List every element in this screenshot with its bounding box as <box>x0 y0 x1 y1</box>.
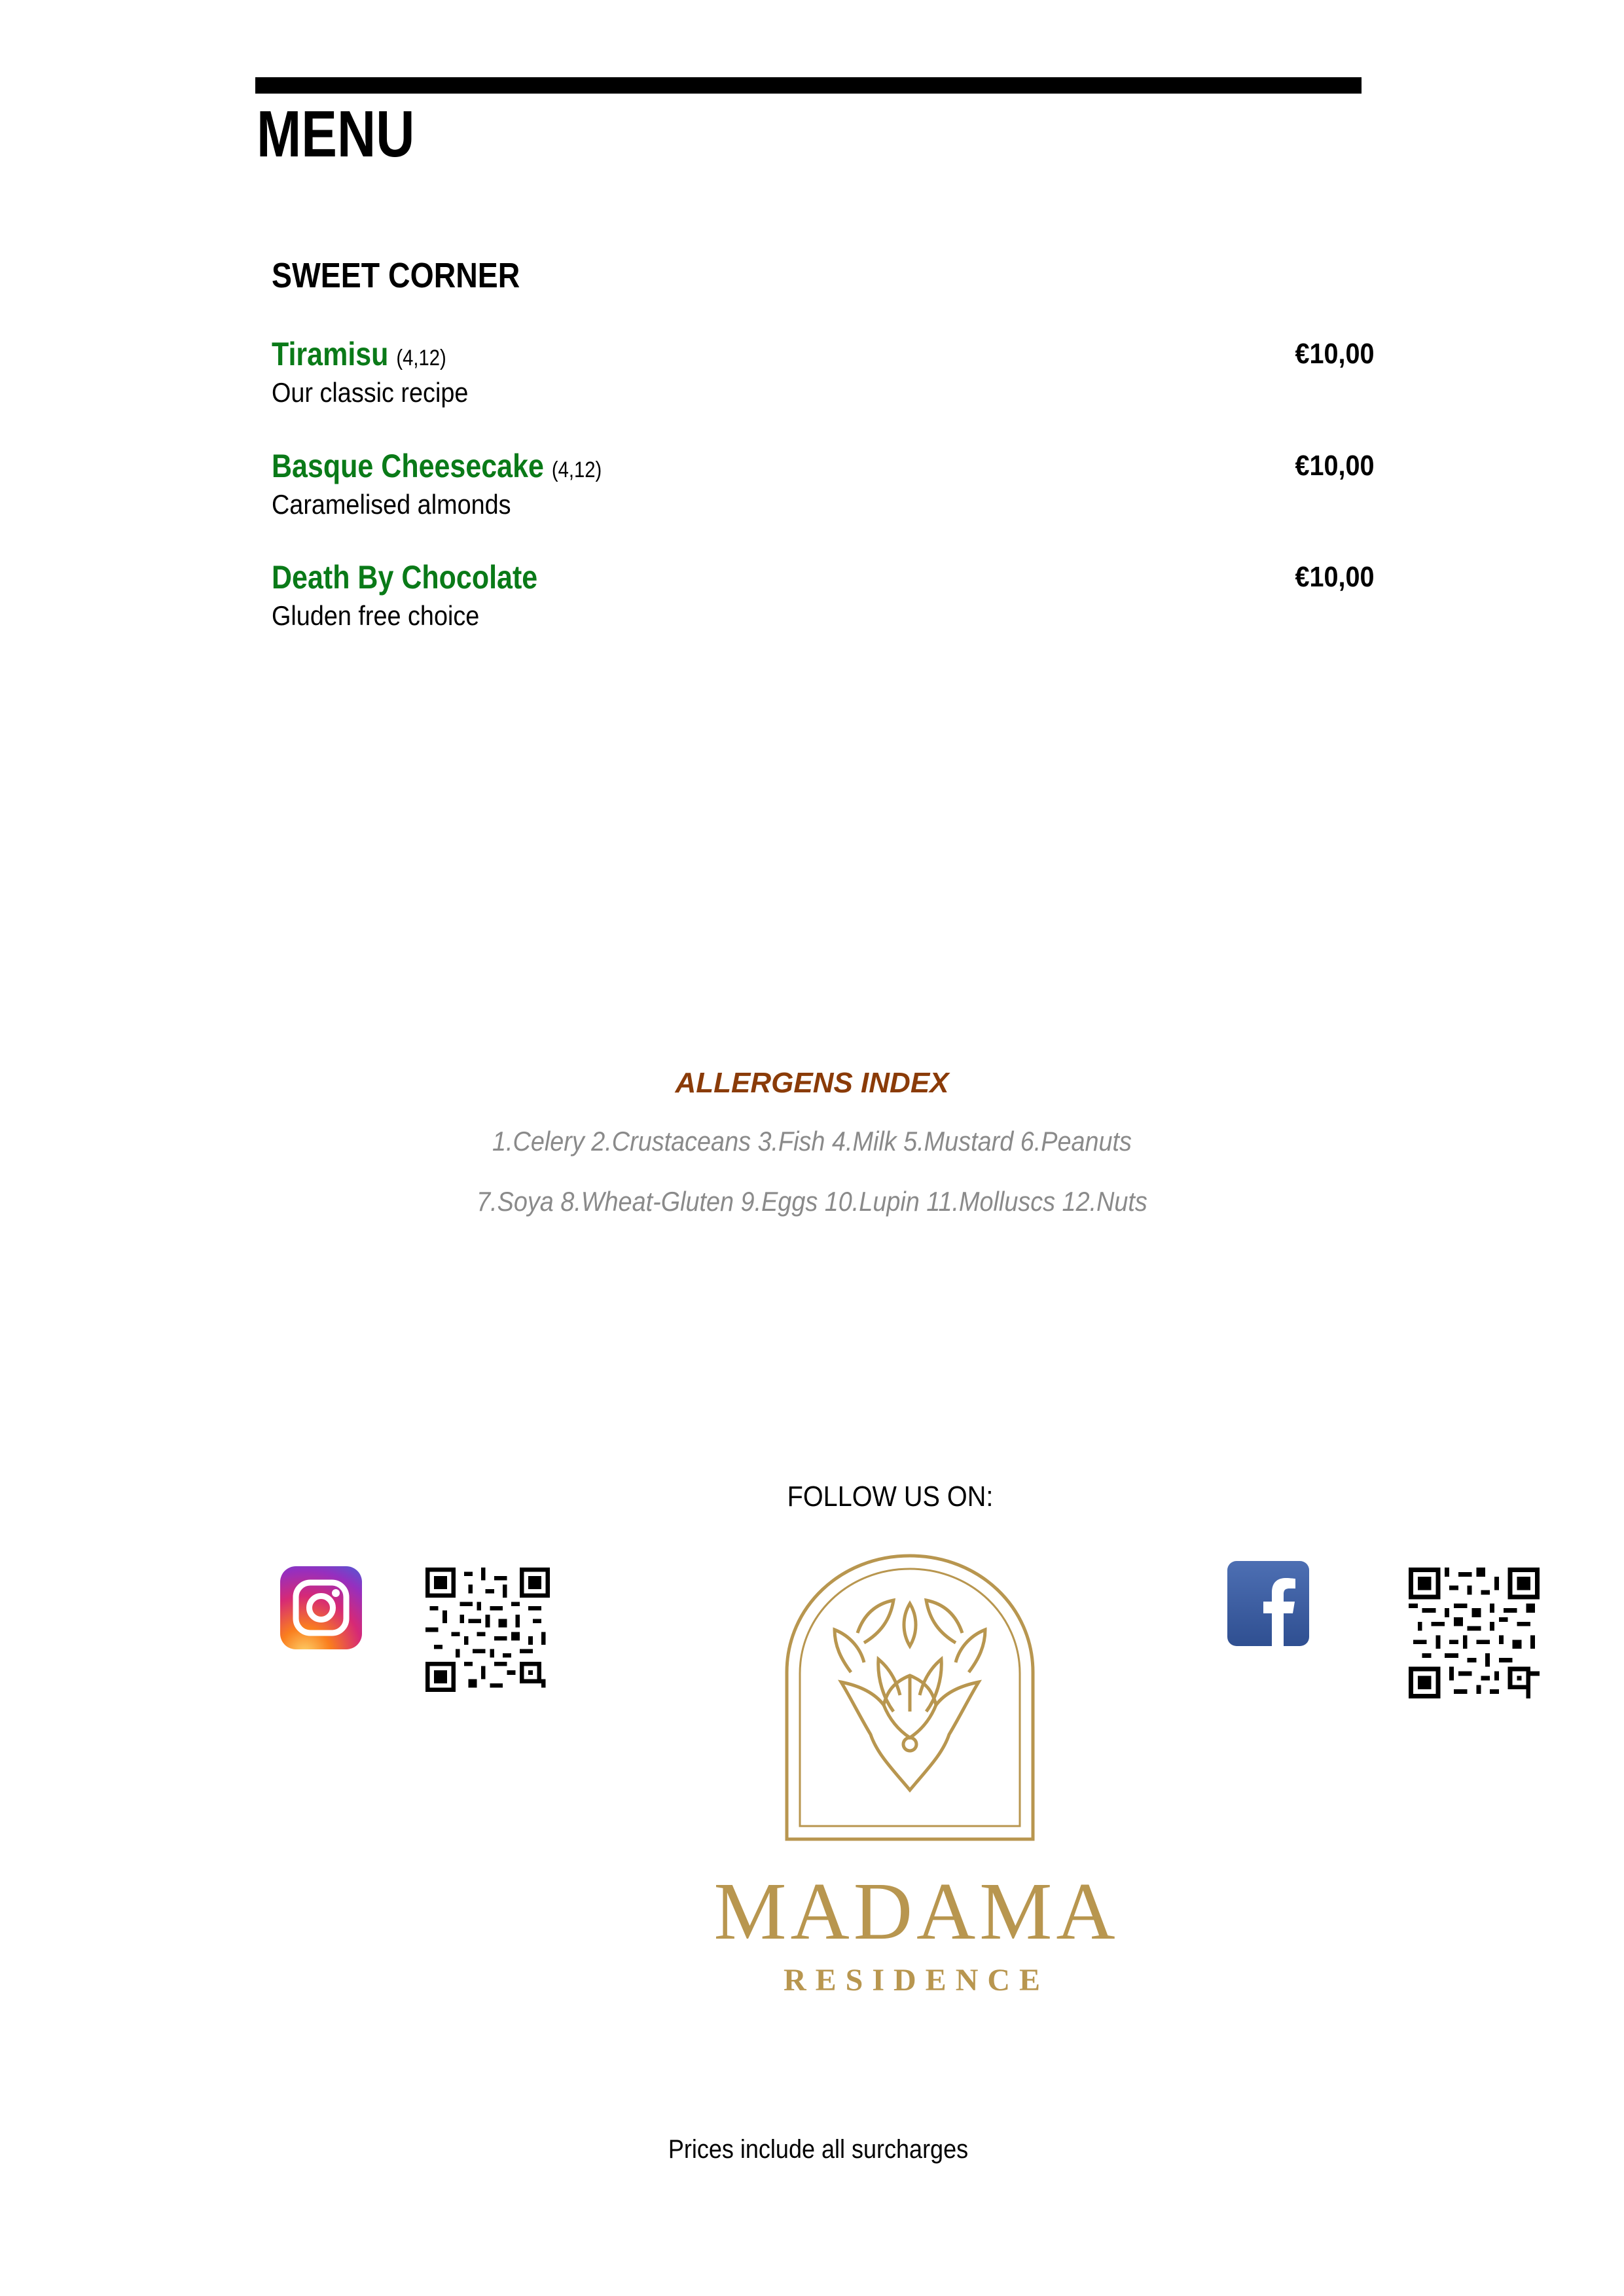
menu-item-name: Tiramisu (4,12) <box>272 336 446 372</box>
brand-subtitle: RESIDENCE <box>783 1963 1050 1998</box>
brand-name: MADAMA <box>713 1867 1119 1957</box>
facebook-icon[interactable] <box>1227 1561 1309 1646</box>
instagram-icon[interactable] <box>280 1566 362 1649</box>
menu-item-description: Gluden free choice <box>272 600 480 631</box>
facebook-qr-code[interactable] <box>1409 1568 1540 1698</box>
menu-item <box>272 447 1502 520</box>
menu-item-description: Our classic recipe <box>272 377 469 408</box>
menu-item-allergens: (4,12) <box>396 346 446 370</box>
menu-item-name: Death By Chocolate <box>272 559 538 596</box>
menu-item-allergens: (4,12) <box>551 457 602 482</box>
section-title: SWEET CORNER <box>272 256 520 295</box>
menu-item-price: €10,00 <box>1295 561 1375 593</box>
page-title: MENU <box>257 98 415 171</box>
menu-item-price: €10,00 <box>1295 450 1375 482</box>
allergens-index-line: 7.Soya 8.Wheat-Gluten 9.Eggs 10.Lupin 11.Molluscs 12.Nuts <box>477 1186 1147 1217</box>
follow-us-label: FOLLOW US ON: <box>787 1480 994 1513</box>
menu-item <box>272 335 1502 408</box>
menu-item-price: €10,00 <box>1295 338 1375 370</box>
top-rule <box>255 77 1362 94</box>
menu-item-description: Caramelised almonds <box>272 489 511 520</box>
allergens-index-line: 1.Celery 2.Crustaceans 3.Fish 4.Milk 5.Mustard 6.Peanuts <box>492 1126 1132 1157</box>
instagram-qr-code[interactable] <box>425 1568 550 1692</box>
menu-item <box>272 558 1502 632</box>
menu-item-name: Basque Cheesecake (4,12) <box>272 448 602 484</box>
footer-note: Prices include all surcharges <box>668 2135 969 2164</box>
allergens-index-title: ALLERGENS INDEX <box>675 1067 949 1099</box>
madama-logo-emblem <box>779 1548 1041 1842</box>
